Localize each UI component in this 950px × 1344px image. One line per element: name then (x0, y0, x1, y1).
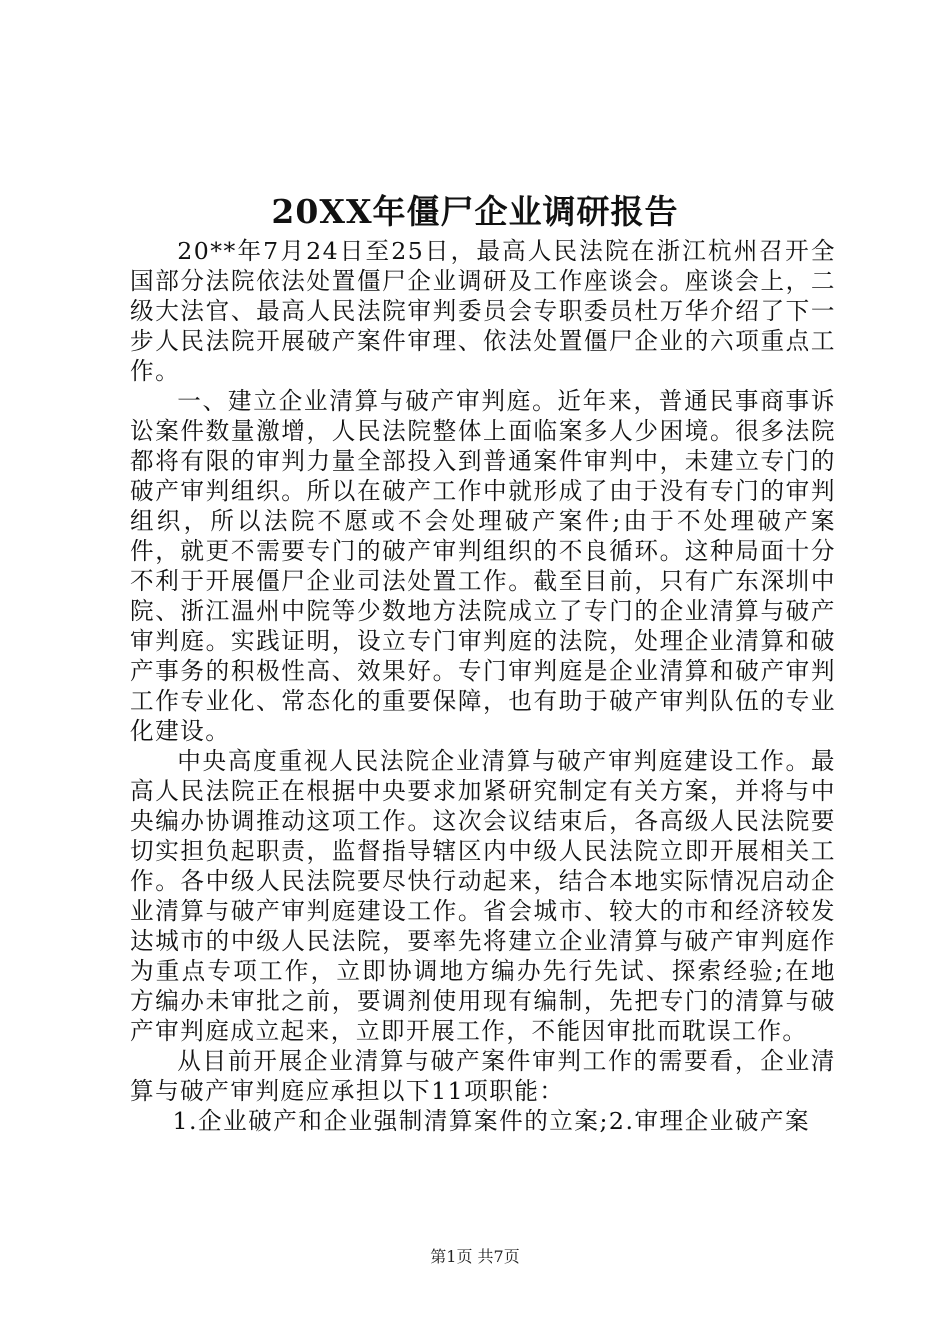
paragraph-section-one: 一、建立企业清算与破产审判庭。近年来，普通民事商事诉讼案件数量激增，人民法院整体上面临案多人少困境。很多法院都将有限的审判力量全部投入到普通案件审判中，未建立专门的破产审判组织。所以在破产工作中就形成了由于没有专门的审判组织，所以法院不愿或不会处理破产案件;由于不处理破产案件，就更不需要专门的破产审判组织的不良循环。这种局面十分不利于开展僵尸企业司法处置工作。截至目前，只有广东深圳中院、浙江温州中院等少数地方法院成立了专门的企业清算与破产审判庭。实践证明，设立专门审判庭的法院，处理企业清算和破产事务的积极性高、效果好。专门审判庭是企业清算和破产审判工作专业化、常态化的重要保障，也有助于破产审判队伍的专业化建设。 (130, 387, 836, 745)
document-body (130, 236, 836, 1136)
page-footer: 第1页 共7页 (430, 1247, 520, 1266)
paragraph-central-attention: 中央高度重视人民法院企业清算与破产审判庭建设工作。最高人民法院正在根据中央要求加紧研究制定有关方案，并将与中央编办协调推动这项工作。这次会议结束后，各高级人民法院要切实担负起职责，监督指导辖区内中级人民法院立即开展相关工作。各中级人民法院要尽快行动起来，结合本地实际情况启动企业清算与破产审判庭建设工作。省会城市、较大的市和经济较发达城市的中级人民法院，要率先将建立企业清算与破产审判庭作为重点专项工作，立即协调地方编办先行先试、探索经验;在地方编办未审批之前，要调剂使用现有编制，先把专门的清算与破产审判庭成立起来，立即开展工作，不能因审批而耽误工作。 (130, 747, 836, 1045)
document-title: 20XX年僵尸企业调研报告 (271, 192, 679, 231)
paragraph-intro: 20**年7月24日至25日，最高人民法院在浙江杭州召开全国部分法院依法处置僵尸企业调研及工作座谈会。座谈会上，二级大法官、最高人民法院审判委员会专职委员杜万华介绍了下一步人民法院开展破产案件审理、依法处置僵尸企业的六项重点工作。 (130, 237, 836, 385)
paragraph-functions-intro: 从目前开展企业清算与破产案件审判工作的需要看，企业清算与破产审判庭应承担以下11项职能： (130, 1047, 836, 1105)
paragraph-functions-list: 1.企业破产和企业强制清算案件的立案;2.审理企业破产案 (172, 1107, 811, 1135)
